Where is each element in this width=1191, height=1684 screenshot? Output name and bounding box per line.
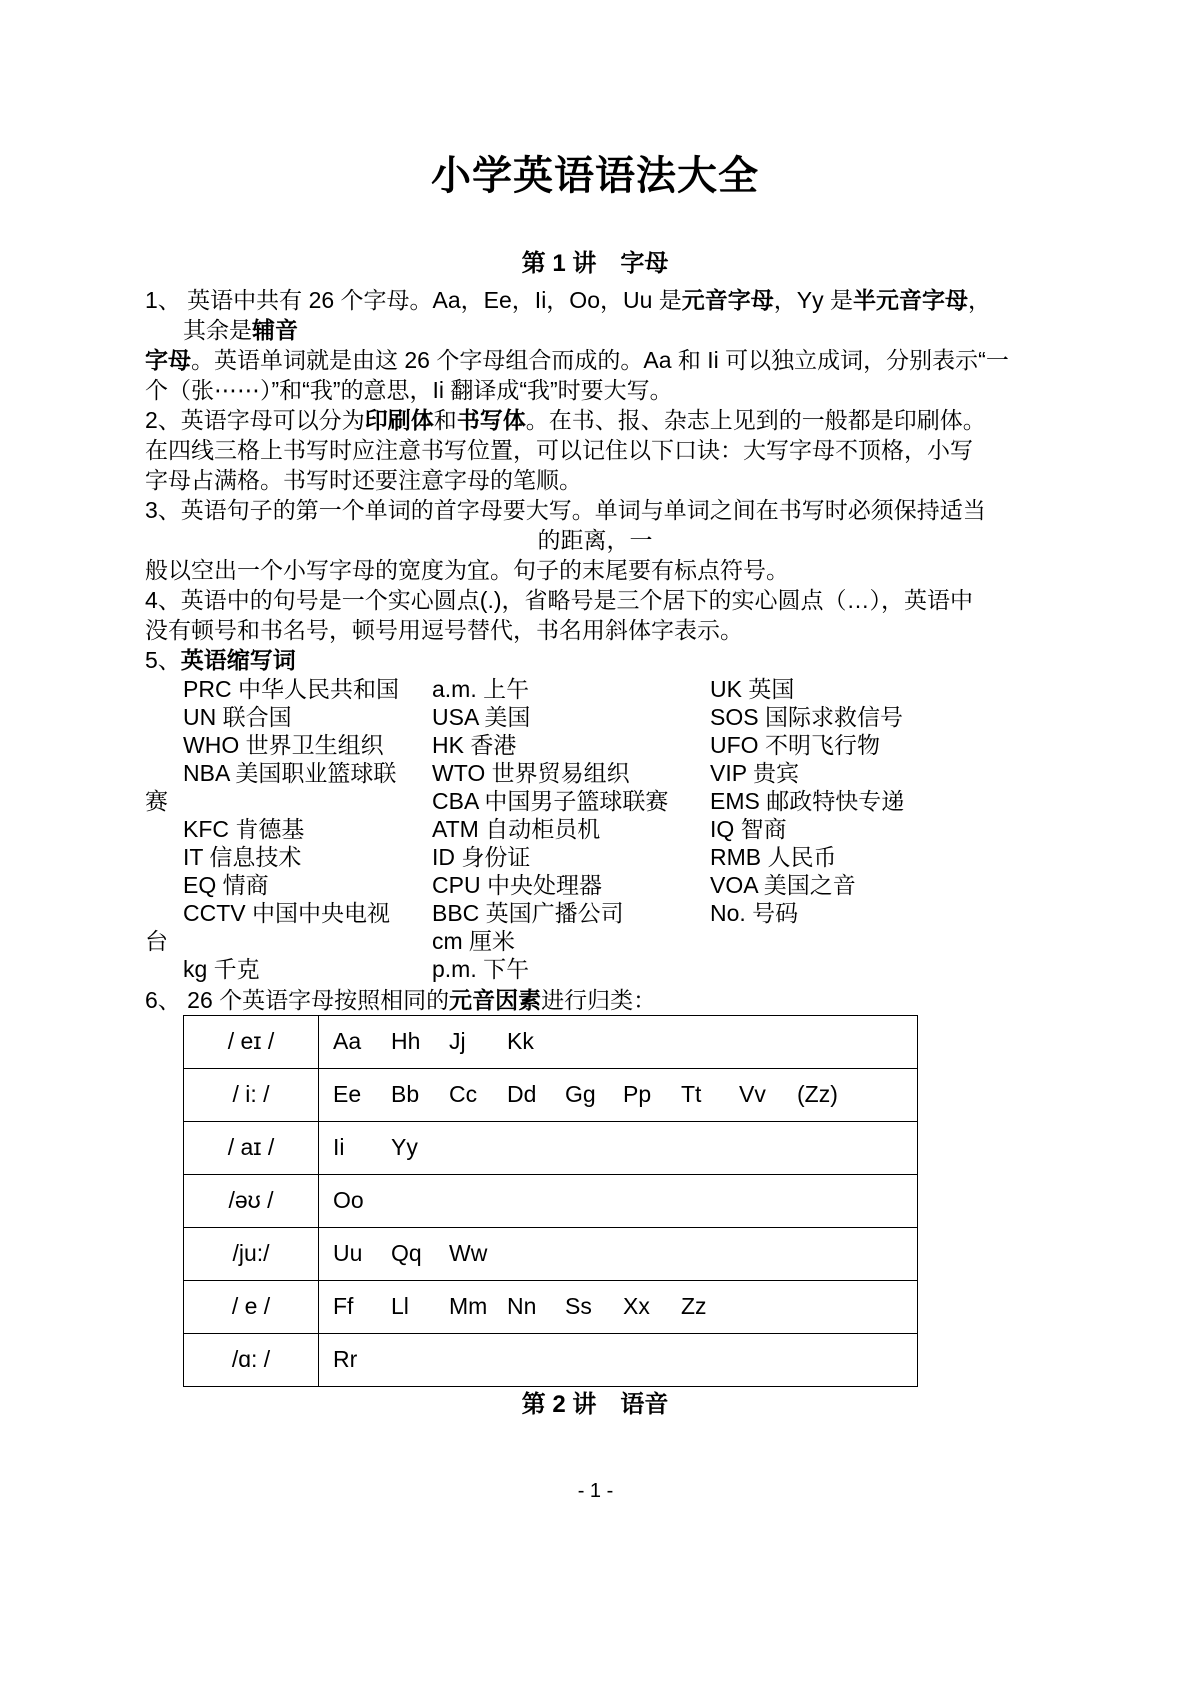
paragraph-abbreviation-heading: 5、英语缩写词 [145,646,296,673]
abbreviation-row [145,731,1045,759]
abbreviation-entry: RMB 人民币 [710,843,837,870]
letter-pair: Qq [391,1240,422,1267]
abbreviation-entry [183,927,432,955]
phoneme-row [184,1015,918,1068]
abbreviation-entry: ATM 自动柜员机 [432,815,601,842]
letter-pair: Vv [739,1081,766,1108]
letter-pair: Ll [391,1293,409,1320]
document-title: 小学英语语法大全 [431,154,759,198]
abbreviation-entry: a.m. 上午 [432,675,530,702]
abbreviation-entry: USA 美国 [432,703,531,730]
abbreviation-entry: WTO 世界贸易组织 [432,759,630,786]
letter-pair: Ee [333,1081,362,1108]
letter-pair: Oo [333,1187,364,1214]
letter-pair: Pp [623,1081,652,1108]
abbreviation-entry: WHO 世界卫生组织 [183,731,384,758]
abbreviation-entry: SOS 国际求救信号 [710,703,903,730]
phoneme-table-body [184,1015,918,1386]
page-number: - 1 - [577,1480,614,1502]
letter-pair: Aa [333,1028,362,1055]
lesson2-heading: 第 2 讲 语音 [521,1390,669,1418]
paragraph-letters-3: 3、英语句子的第一个单词的首字母要大写。单词与单词之间在书写时必须保持适当 的距离，一 般以空出一个小写字母的宽度为宜。句子的末尾要有标点符号。 [145,496,986,583]
phoneme-label: /ɑ: / [184,1333,319,1386]
letter-pair: Ii [333,1134,345,1161]
phoneme-label: /ju:/ [184,1227,319,1280]
abbreviation-row [145,787,1045,815]
letter-pair: Jj [449,1028,466,1055]
abbreviation-entry: UN 联合国 [183,703,292,730]
abbreviation-row [145,675,1045,703]
paragraph-phoneme-intro-wrap [145,985,1045,1015]
abbreviation-list [145,675,1045,983]
letters-group [319,1227,918,1280]
abbreviation-wrap-char: 赛 [145,787,168,814]
abbreviation-entry: EQ 情商 [183,871,269,898]
abbreviation-entry: PRC 中华人民共和国 [183,675,399,702]
letters-group [319,1121,918,1174]
paragraph-phoneme-intro: 6、 26 个英语字母按照相同的元音因素进行归类： [145,986,657,1013]
letter-pair: Mm [449,1293,488,1320]
abbreviation-wrap-char: 台 [145,927,168,954]
phoneme-label: /əʊ / [184,1174,319,1227]
phoneme-label: / eɪ / [184,1015,319,1068]
phoneme-row [184,1227,918,1280]
abbreviation-entry: kg 千克 [183,955,260,982]
phoneme-row [184,1280,918,1333]
abbreviation-row [145,703,1045,731]
phoneme-table [183,1015,918,1387]
abbreviation-wrap-char [145,759,183,787]
paragraph-letters-4: 4、英语中的句号是一个实心圆点(.)，省略号是三个居下的实心圆点（…），英语中 没有顿号和书名号，顿号用逗号替代，书名用斜体字表示。 [145,586,973,643]
abbreviation-row [145,871,1045,899]
letters-group [319,1280,918,1333]
phoneme-row [184,1121,918,1174]
abbreviation-entry: CBA 中国男子篮球联赛 [432,787,669,814]
letter-pair: Cc [449,1081,478,1108]
letters-group [319,1174,918,1227]
paragraph-letters-2: 2、英语字母可以分为印刷体和书写体。在书、报、杂志上见到的一般都是印刷体。 在四线三格上书写时应注意书写位置，可以记住以下口诀：大写字母不顶格，小写 字母占满格。书写时还要注意字母的笔顺。 [145,406,986,493]
phoneme-row [184,1333,918,1386]
letter-pair: Hh [391,1028,421,1055]
abbreviation-entry: IT 信息技术 [183,843,302,870]
abbreviation-wrap-char [145,871,183,899]
abbreviation-entry: BBC 英国广播公司 [432,899,624,926]
abbreviation-row [145,759,1045,787]
abbreviation-entry: ID 身份证 [432,843,531,870]
letter-pair: Rr [333,1346,358,1373]
letter-pair: Uu [333,1240,363,1267]
abbreviation-entry [710,927,1045,955]
phoneme-label: / i: / [184,1068,319,1121]
abbreviation-entry: EMS 邮政特快专递 [710,787,905,814]
abbreviation-entry: VIP 贵宾 [710,759,800,786]
letter-pair: Kk [507,1028,534,1055]
abbreviation-entry: HK 香港 [432,731,517,758]
abbreviation-wrap-char [145,815,183,843]
abbreviation-entry: CPU 中央处理器 [432,871,602,898]
letter-pair: Ww [449,1240,488,1267]
abbreviation-entry [183,787,432,815]
letter-pair: Xx [623,1293,650,1320]
phoneme-row [184,1068,918,1121]
abbreviation-entry: NBA 美国职业篮球联 [183,759,397,786]
letter-pair: Ff [333,1293,354,1320]
paragraph-letters-1: 1、 英语中共有 26 个字母。Aa，Ee，Ii，Oo，Uu 是元音字母，Yy 是半元音字母， 其余是辅音 [145,286,992,343]
letter-pair: Dd [507,1081,537,1108]
abbreviation-entry: KFC 肯德基 [183,815,305,842]
letter-pair: Tt [681,1081,702,1108]
abbreviation-wrap-char [145,899,183,927]
paragraph-letters-1-continued: 字母。英语单词就是由这 26 个字母组合而成的。Aa 和 Ii 可以独立成词，分别表示“一 个（张⋯⋯）”和“我”的意思，Ii 翻译成“我”时要大写。 [145,346,1009,403]
abbreviation-entry: UFO 不明飞行物 [710,731,880,758]
abbreviation-entry: UK 英国 [710,675,795,702]
abbreviation-entry: CCTV 中国中央电视 [183,899,390,926]
abbreviation-entry: No. 号码 [710,899,799,926]
abbreviation-wrap-char [145,955,183,983]
abbreviation-row [145,899,1045,927]
letters-group [319,1333,918,1386]
letter-pair: Zz [681,1293,707,1320]
abbreviation-entry: IQ 智商 [710,815,787,842]
abbreviation-entry: p.m. 下午 [432,955,530,982]
phoneme-label: / aɪ / [184,1121,319,1174]
letter-pair: Yy [391,1134,418,1161]
abbreviation-wrap-char [145,675,183,703]
abbreviation-row [145,927,1045,955]
abbreviation-wrap-char [145,731,183,759]
letter-pair: Bb [391,1081,420,1108]
letter-pair: (Zz) [797,1081,838,1108]
letter-pair: Gg [565,1081,596,1108]
abbreviation-row [145,955,1045,983]
lesson1-body [145,285,1045,675]
abbreviation-entry: cm 厘米 [432,927,516,954]
lesson1-heading: 第 1 讲 字母 [521,250,669,277]
abbreviation-wrap-char [145,703,183,731]
phoneme-label: / e / [184,1280,319,1333]
letter-pair: Nn [507,1293,537,1320]
abbreviation-entry: VOA 美国之音 [710,871,856,898]
letter-pair: Ss [565,1293,592,1320]
abbreviation-row [145,815,1045,843]
phoneme-row [184,1174,918,1227]
abbreviation-wrap-char [145,843,183,871]
abbreviation-row [145,843,1045,871]
letters-group [319,1068,918,1121]
letters-group [319,1015,918,1068]
abbreviation-entry [710,955,1045,983]
